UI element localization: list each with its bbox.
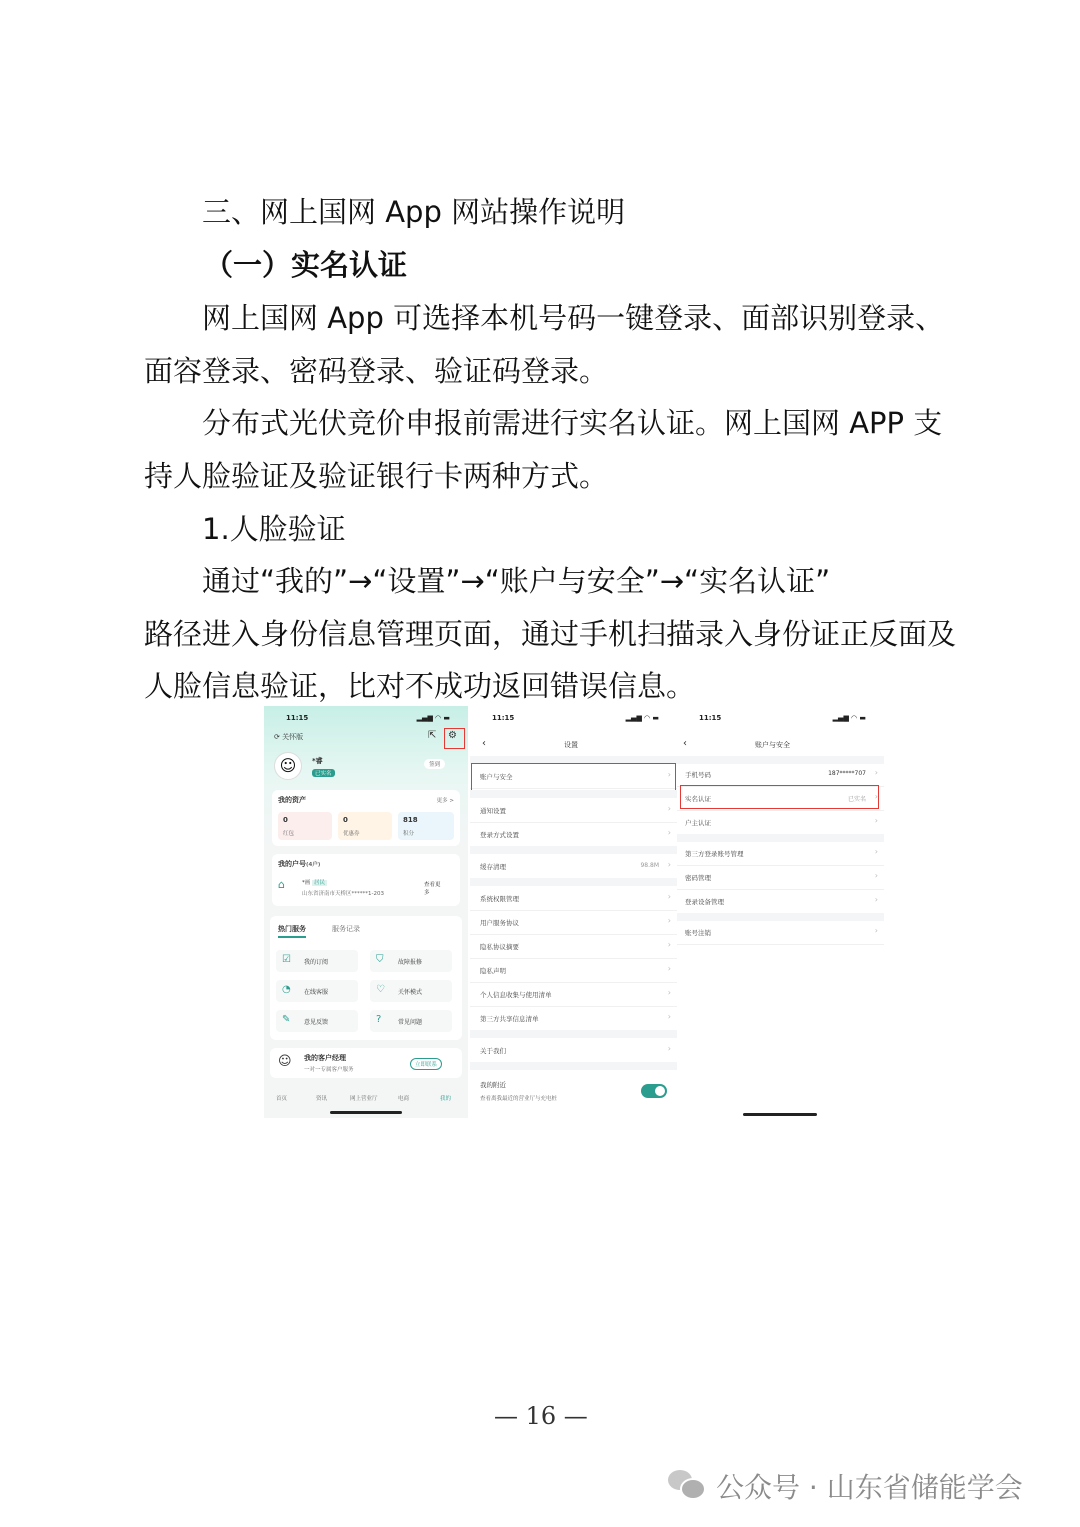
nearby-title: 我的附近 — [480, 1081, 506, 1089]
back-icon[interactable]: ‹ — [683, 738, 687, 749]
row-label: 第三方登录账号管理 — [685, 850, 744, 858]
chevron-right-icon: › — [667, 804, 671, 813]
nav-mine[interactable]: 我的 — [440, 1096, 452, 1102]
service-subscriptions[interactable] — [276, 950, 358, 972]
asset-value: 0 — [343, 816, 348, 824]
settings-row-third-party[interactable] — [470, 1006, 677, 1031]
assets-more-link[interactable]: 更多 > — [436, 798, 454, 804]
service-faq[interactable] — [370, 1010, 452, 1032]
asset-label: 红包 — [283, 831, 295, 837]
house-icon: ⌂ — [278, 878, 285, 891]
service-label: 意见反馈 — [304, 1019, 329, 1026]
real-name-highlight-box — [680, 785, 879, 809]
accounts-card — [272, 854, 460, 906]
accounts-count: (4户) — [306, 862, 321, 868]
verified-value: 已实名 — [847, 796, 866, 803]
settings-row-login-method[interactable] — [470, 822, 677, 847]
home-indicator — [330, 1111, 402, 1114]
chevron-right-icon: › — [667, 860, 671, 869]
settings-row-about[interactable] — [470, 1038, 677, 1063]
page-number: — 16 — — [494, 1402, 588, 1430]
asset-label: 优惠券 — [343, 831, 360, 837]
status-time: 11:15 — [492, 714, 515, 722]
account-address: 山东省济南市天桥区******1-203 — [302, 891, 384, 897]
accounts-title-text: 我的户号 — [278, 860, 306, 868]
row-label: 个人信息收集与使用清单 — [480, 991, 552, 999]
account-row-password[interactable] — [677, 865, 884, 890]
row-label: 账号注销 — [685, 929, 711, 937]
gear-icon[interactable]: ⚙ — [448, 730, 457, 741]
settings-row-user-agreement[interactable] — [470, 910, 677, 935]
subsection-heading: （一）实名认证 — [204, 248, 408, 282]
accounts-title — [278, 859, 320, 869]
account-name — [302, 878, 327, 886]
chevron-right-icon: › — [874, 926, 878, 935]
nav-mall[interactable]: 电商 — [398, 1096, 410, 1102]
row-label: 手机号码 — [685, 771, 711, 779]
question-icon: ? — [376, 1014, 382, 1025]
share-icon[interactable]: ⇱ — [428, 730, 437, 741]
settings-row-permissions[interactable] — [470, 886, 677, 911]
tab-indicator — [278, 936, 306, 938]
settings-row-privacy-summary[interactable] — [470, 934, 677, 959]
account-name-text: *画 — [302, 880, 311, 886]
user-name: *睿 — [312, 757, 323, 765]
account-row-phone[interactable] — [677, 762, 884, 787]
separator — [470, 790, 677, 798]
service-repair[interactable] — [370, 950, 452, 972]
status-icons: ▂▄▆ ◠ ▬ — [416, 714, 450, 722]
paragraph-3-line-2: 路径进入身份信息管理页面，通过手机扫描录入身份证正反面及 — [144, 617, 957, 651]
bottom-nav — [264, 1082, 468, 1112]
assets-card — [272, 790, 460, 846]
care-mode-toggle[interactable]: ⟳ 关怀版 — [274, 733, 304, 741]
chevron-right-icon: › — [667, 828, 671, 837]
screenshot-my-page — [264, 706, 468, 1118]
services-card — [270, 916, 462, 1040]
row-label: 实名认证 — [685, 795, 711, 803]
row-label: 关于我们 — [480, 1047, 506, 1055]
nearby-toggle[interactable] — [641, 1084, 667, 1098]
account-row-third-party[interactable] — [677, 841, 884, 866]
chevron-right-icon: › — [667, 964, 671, 973]
back-icon[interactable]: ‹ — [482, 738, 486, 749]
page-title: 设置 — [564, 741, 578, 749]
row-label: 隐私协议摘要 — [480, 943, 519, 951]
account-security-highlight-box — [471, 763, 676, 791]
chevron-right-icon: › — [874, 792, 878, 801]
shield-icon: ⛉ — [376, 954, 384, 965]
screenshot-settings — [470, 706, 677, 1118]
tab-hot-services[interactable]: 热门服务 — [278, 925, 306, 933]
phone-value: 187*****707 — [828, 770, 866, 777]
tab-service-records[interactable]: 服务记录 — [332, 925, 360, 933]
status-time: 11:15 — [286, 714, 309, 722]
manager-avatar-icon: ☺ — [278, 1054, 292, 1069]
asset-coupon[interactable] — [338, 812, 392, 840]
status-icons: ▂▄▆ ◠ ▬ — [832, 714, 866, 722]
chevron-right-icon: › — [667, 916, 671, 925]
manager-title: 我的客户经理 — [304, 1054, 346, 1062]
chevron-right-icon: › — [667, 940, 671, 949]
view-more-button[interactable]: 查看更多 — [424, 882, 441, 896]
paragraph-3-line-3: 人脸信息验证，比对不成功返回错误信息。 — [144, 669, 696, 703]
chevron-right-icon: › — [667, 1044, 671, 1053]
settings-row-personal-info[interactable] — [470, 982, 677, 1007]
separator — [470, 878, 677, 886]
separator — [470, 846, 677, 854]
paragraph-3-line-1: 通过“我的”→“设置”→“账户与安全”→“实名认证” — [202, 564, 831, 598]
service-label: 常见问题 — [398, 1019, 423, 1026]
asset-red-packet[interactable] — [278, 812, 332, 840]
service-care-mode[interactable] — [370, 980, 452, 1002]
contact-now-button[interactable]: 立即联系 — [410, 1058, 442, 1070]
avatar: ☺ — [274, 752, 302, 780]
settings-row-notifications[interactable] — [470, 798, 677, 823]
paragraph-1-line-2: 面容登录、密码登录、验证码登录。 — [144, 354, 609, 388]
row-label: 户主认证 — [685, 819, 711, 827]
care-mode-label: 关怀版 — [282, 733, 304, 741]
status-time: 11:15 — [699, 714, 722, 722]
row-label: 缓存清理 — [480, 863, 506, 871]
row-label: 系统权限管理 — [480, 895, 519, 903]
chevron-right-icon: › — [667, 770, 671, 779]
asset-points[interactable] — [398, 812, 454, 840]
chevron-right-icon: › — [874, 816, 878, 825]
chevron-right-icon: › — [667, 1012, 671, 1021]
settings-highlight-box — [444, 728, 465, 749]
row-label: 通知设置 — [480, 807, 506, 815]
nav-news[interactable]: 资讯 — [316, 1096, 328, 1102]
chevron-right-icon: › — [874, 895, 878, 904]
manager-card — [270, 1048, 462, 1078]
wechat-icon — [666, 1466, 706, 1500]
watermark-text: 公众号 · 山东省储能学会 — [716, 1471, 1023, 1504]
verified-badge: 已实名 — [312, 769, 335, 777]
checklist-icon: ☑ — [282, 954, 291, 965]
separator — [470, 1030, 677, 1038]
row-label: 登录方式设置 — [480, 831, 519, 839]
chevron-right-icon: › — [874, 768, 878, 777]
settings-row-privacy-statement[interactable] — [470, 958, 677, 983]
account-row-owner[interactable] — [677, 810, 884, 835]
account-row-deactivate[interactable] — [677, 920, 884, 945]
asset-value: 818 — [403, 816, 418, 824]
chevron-right-icon: › — [667, 892, 671, 901]
account-tag: 居民 — [314, 880, 326, 886]
service-feedback[interactable] — [276, 1010, 358, 1032]
separator — [470, 1062, 677, 1070]
nav-business-hall[interactable]: 网上营业厅 — [350, 1096, 378, 1102]
paragraph-1-line-1: 网上国网 App 可选择本机号码一键登录、面部识别登录、 — [202, 301, 945, 335]
sign-in-button[interactable]: 签到 — [424, 759, 445, 769]
page-title: 账户与安全 — [755, 741, 790, 749]
row-label: 密码管理 — [685, 874, 711, 882]
home-indicator — [743, 1113, 817, 1116]
item-1-title: 1.人脸验证 — [202, 512, 346, 546]
service-label: 故障报修 — [398, 959, 423, 966]
row-label: 账户与安全 — [480, 773, 513, 781]
service-online-support[interactable] — [276, 980, 358, 1002]
chevron-right-icon: › — [667, 988, 671, 997]
section-heading: 三、网上国网 App 网站操作说明 — [202, 195, 626, 229]
nearby-subtitle: 查看离我最近的营业厅与充电桩 — [480, 1096, 558, 1102]
service-label: 关怀模式 — [398, 989, 423, 996]
row-label: 第三方共享信息清单 — [480, 1015, 539, 1023]
settings-row-cache[interactable] — [470, 854, 677, 879]
manager-subtitle: 一对一专属客户服务 — [304, 1067, 354, 1073]
cache-size: 98.8M — [640, 862, 659, 869]
row-label: 用户服务协议 — [480, 919, 519, 927]
headset-icon: ◔ — [282, 984, 291, 995]
paragraph-2-line-2: 持人脸验证及验证银行卡两种方式。 — [144, 459, 609, 493]
status-icons: ▂▄▆ ◠ ▬ — [625, 714, 659, 722]
nav-home[interactable]: 首页 — [276, 1096, 288, 1102]
service-label: 在线客服 — [304, 989, 329, 996]
paragraph-2-line-1: 分布式光伏竞价申报前需进行实名认证。网上国网 APP 支 — [202, 406, 943, 440]
asset-label: 积分 — [403, 831, 415, 837]
service-label: 我的订阅 — [304, 959, 329, 966]
chevron-right-icon: › — [874, 847, 878, 856]
chevron-right-icon: › — [874, 871, 878, 880]
row-label: 登录设备管理 — [685, 898, 724, 906]
row-label: 隐私声明 — [480, 967, 506, 975]
screenshot-account-security — [677, 706, 884, 1118]
asset-value: 0 — [283, 816, 288, 824]
heart-icon: ♡ — [376, 984, 385, 995]
assets-title: 我的资产 — [278, 796, 306, 804]
account-row-devices[interactable] — [677, 889, 884, 914]
edit-icon: ✎ — [282, 1014, 291, 1025]
